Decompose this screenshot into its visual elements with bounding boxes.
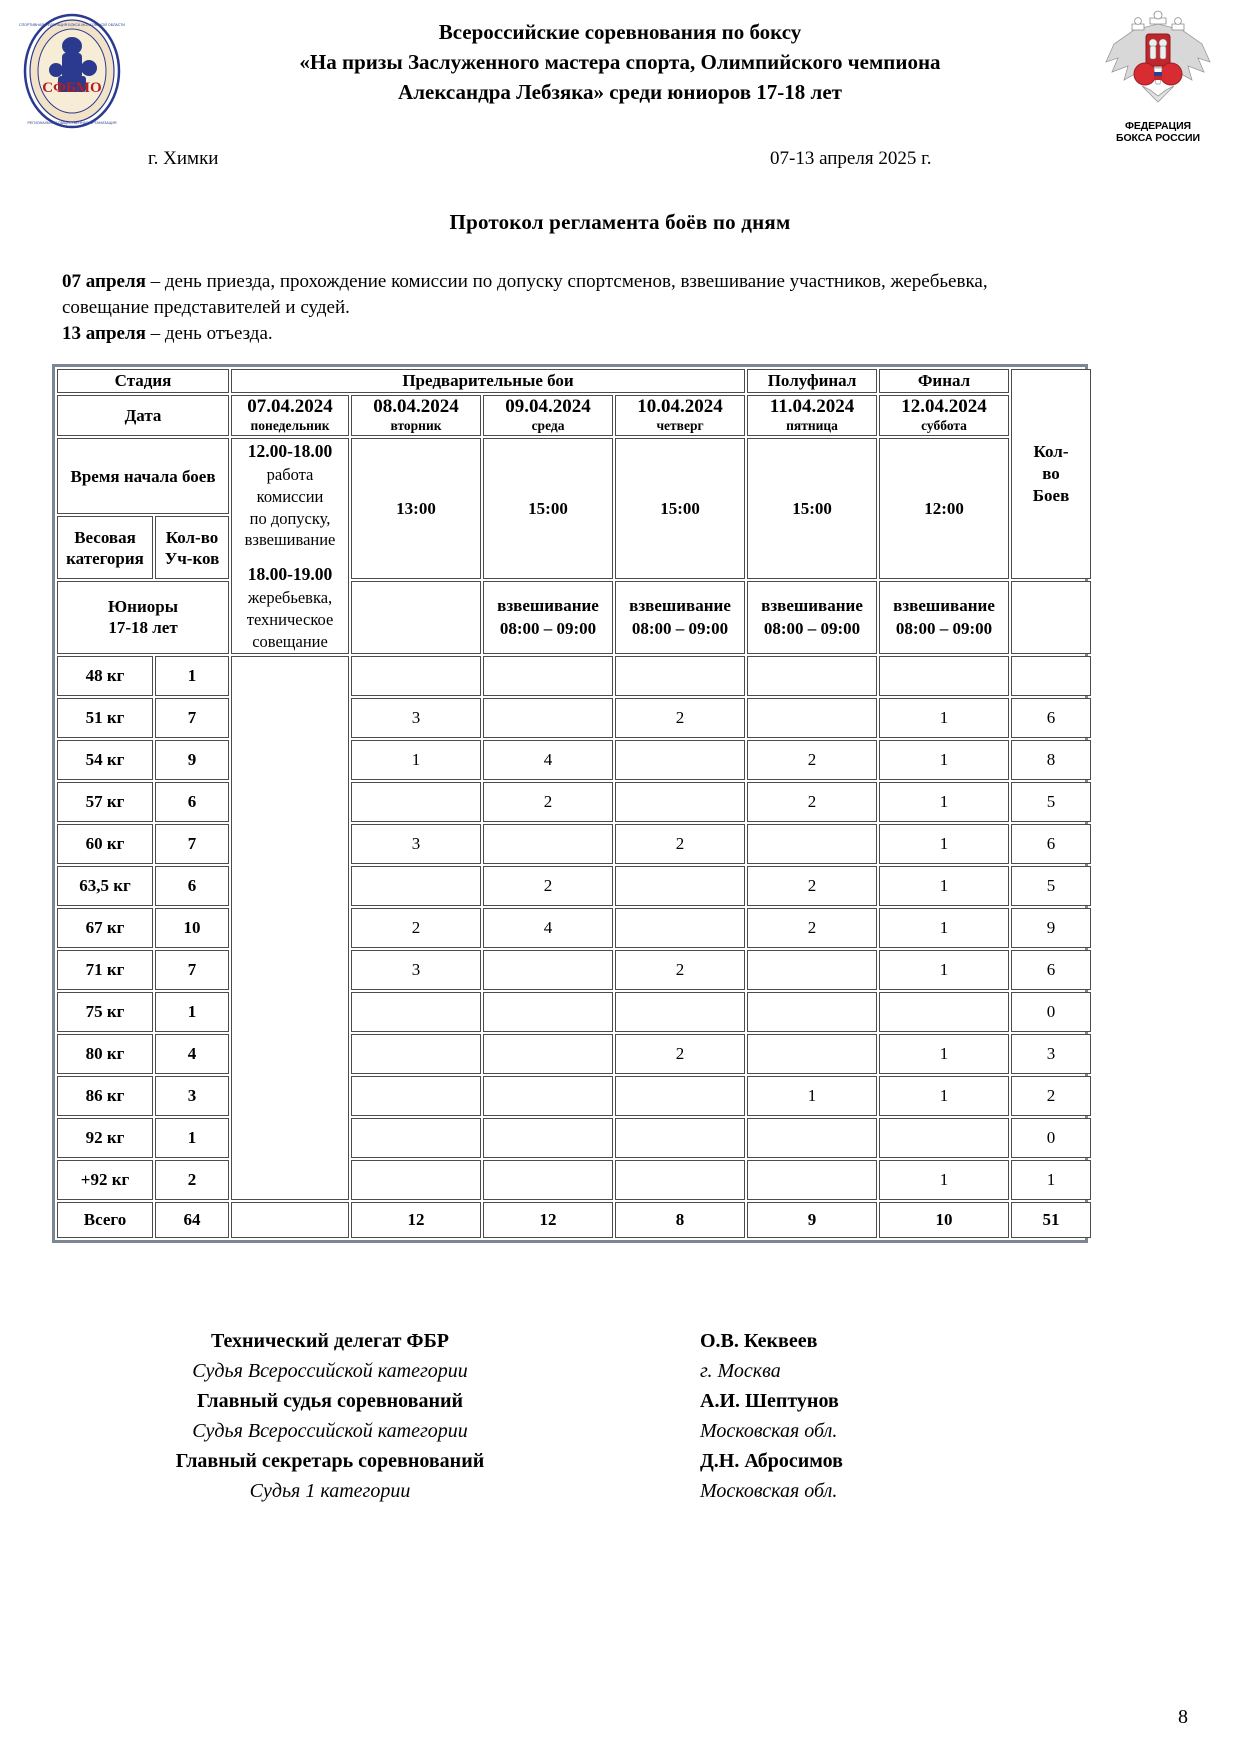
- row-total-cell: 3: [1011, 1034, 1091, 1074]
- participants-cell: 3: [155, 1076, 229, 1116]
- bout-count-cell: [483, 950, 613, 990]
- bout-count-cell: 3: [351, 824, 481, 864]
- weighin-time-12: 08:00 – 09:00: [895, 618, 993, 638]
- monday-spacer-cell: [231, 656, 349, 1200]
- bout-count-cell: [483, 1076, 613, 1116]
- commission-time-2: 18.00-19.00: [247, 564, 333, 585]
- weighin-cell-10: [615, 581, 745, 654]
- start-time-11: 15:00: [747, 438, 877, 579]
- title-line-2: «На призы Заслуженного мастера спорта, Олимпийского чемпиона: [299, 49, 941, 74]
- date-value-10: 10.04.2024: [637, 396, 723, 418]
- bout-count-cell: [615, 1118, 745, 1158]
- weight-category-cell: 80 кг: [57, 1034, 153, 1074]
- table-row-stage: [57, 369, 1093, 393]
- commission-time-1: 12.00-18.00: [247, 441, 333, 462]
- bout-count-cell: [747, 992, 877, 1032]
- total-bouts: 51: [1011, 1202, 1091, 1238]
- schedule-table-container: [52, 364, 1088, 1243]
- signature-role: Главный судья соревнований: [196, 1390, 464, 1412]
- bout-count-cell: 1: [879, 866, 1009, 906]
- bout-count-cell: 4: [483, 908, 613, 948]
- bout-count-cell: [351, 1160, 481, 1200]
- signature-name: Московская обл.: [700, 1480, 838, 1502]
- bout-count-cell: [483, 656, 613, 696]
- weight-category-cell: 51 кг: [57, 698, 153, 738]
- table-row: [57, 1160, 1093, 1200]
- commission-l9: совещание: [252, 631, 328, 651]
- signature-name: г. Москва: [700, 1360, 781, 1382]
- date-value-09: 09.04.2024: [505, 396, 591, 418]
- event-dates: 07-13 апреля 2025 г.: [770, 148, 932, 169]
- bout-count-cell: 2: [747, 782, 877, 822]
- bout-count-cell: [615, 656, 745, 696]
- participants-cell: 7: [155, 698, 229, 738]
- date-value-07: 07.04.2024: [247, 396, 333, 418]
- bout-count-cell: [615, 908, 745, 948]
- bout-count-cell: [747, 950, 877, 990]
- row-total-cell: [1011, 656, 1091, 696]
- document-header: [0, 0, 1240, 145]
- weight-category-cell: 60 кг: [57, 824, 153, 864]
- bout-count-cell: [615, 866, 745, 906]
- signature-role: Технический делегат ФБР: [210, 1330, 450, 1352]
- weight-category-cell: 54 кг: [57, 740, 153, 780]
- row-total-cell: 1: [1011, 1160, 1091, 1200]
- weight-category-cell: 86 кг: [57, 1076, 153, 1116]
- signature-row: [0, 1390, 1240, 1420]
- bout-count-cell: 1: [879, 698, 1009, 738]
- weight-category-cell: 75 кг: [57, 992, 153, 1032]
- bout-count-cell: [483, 992, 613, 1032]
- bout-count-cell: [747, 656, 877, 696]
- bout-count-cell: [615, 1076, 745, 1116]
- bout-count-cell: 1: [351, 740, 481, 780]
- date-cell-12: [879, 395, 1009, 436]
- signature-row: [0, 1480, 1240, 1510]
- participants-cell: 6: [155, 866, 229, 906]
- table-row: [57, 1076, 1093, 1116]
- bout-count-cell: [747, 698, 877, 738]
- total-d10: 8: [615, 1202, 745, 1238]
- bouts-count-header: [1011, 369, 1091, 579]
- bout-count-cell: [747, 824, 877, 864]
- bout-count-cell: 4: [483, 740, 613, 780]
- participants-cell: 7: [155, 824, 229, 864]
- bout-count-cell: 1: [879, 950, 1009, 990]
- bout-count-cell: 2: [615, 1034, 745, 1074]
- weight-category-cell: 57 кг: [57, 782, 153, 822]
- fbr-caption-line-1: ФЕДЕРАЦИЯ: [1125, 120, 1191, 132]
- row-total-cell: 6: [1011, 950, 1091, 990]
- bout-count-cell: [483, 698, 613, 738]
- participants-header-text: Кол-во Уч-ков: [164, 527, 220, 568]
- bout-count-cell: 2: [747, 740, 877, 780]
- bouts-count-label-l2: во: [1042, 464, 1060, 484]
- weight-category-cell: 71 кг: [57, 950, 153, 990]
- bout-count-cell: 3: [351, 698, 481, 738]
- commission-l7: жеребьевка,: [247, 587, 333, 607]
- table-row: [57, 908, 1093, 948]
- total-d11: 9: [747, 1202, 877, 1238]
- weighin-cell-08: [351, 581, 481, 654]
- signature-role: Судья 1 категории: [249, 1480, 411, 1502]
- commission-l8: техническое: [246, 609, 334, 629]
- weekday-10: четверг: [656, 418, 704, 434]
- bout-count-cell: [483, 824, 613, 864]
- start-time-09: 15:00: [483, 438, 613, 579]
- page-title: [220, 18, 1020, 107]
- bout-count-cell: 2: [615, 698, 745, 738]
- bout-count-cell: 2: [351, 908, 481, 948]
- table-row: [57, 782, 1093, 822]
- date-cell-09: [483, 395, 613, 436]
- intro-text-2: – день отъезда.: [145, 322, 273, 344]
- weight-category-cell: 63,5 кг: [57, 866, 153, 906]
- stage-group-semifinal: Полуфинал: [747, 369, 877, 393]
- date-cell-10: [615, 395, 745, 436]
- table-row: [57, 866, 1093, 906]
- table-row: [57, 1118, 1093, 1158]
- bout-count-cell: [351, 992, 481, 1032]
- table-row-group-weighin: [57, 581, 1093, 654]
- bout-count-cell: 1: [879, 1076, 1009, 1116]
- sfbmo-logo: [18, 12, 126, 130]
- weekday-09: среда: [531, 418, 565, 434]
- signature-name: Московская обл.: [700, 1420, 838, 1442]
- schedule-table: [55, 367, 1095, 1240]
- start-time-08: 13:00: [351, 438, 481, 579]
- signature-role: Судья Всероссийской категории: [192, 1420, 468, 1442]
- bout-count-cell: [483, 1034, 613, 1074]
- participants-cell: 1: [155, 992, 229, 1032]
- bout-count-cell: [351, 1076, 481, 1116]
- weighin-time-09: 08:00 – 09:00: [499, 618, 597, 638]
- group-label: [57, 581, 229, 654]
- start-time-10: 15:00: [615, 438, 745, 579]
- weighin-text-11: взвешивание: [761, 595, 863, 615]
- signature-name: О.В. Кеквеев: [700, 1330, 818, 1352]
- date-value-11: 11.04.2024: [769, 396, 855, 418]
- participants-header: [155, 516, 229, 579]
- bout-count-cell: 1: [879, 1034, 1009, 1074]
- bout-count-cell: [615, 740, 745, 780]
- fbr-caption-line-2: БОКСА РОССИИ: [1116, 132, 1200, 145]
- intro-date-1: 07 апреля: [62, 271, 146, 292]
- bout-count-cell: [615, 782, 745, 822]
- total-d09: 12: [483, 1202, 613, 1238]
- signature-role: Судья Всероссийской категории: [192, 1360, 468, 1382]
- table-row: [57, 824, 1093, 864]
- row-total-cell: 5: [1011, 866, 1091, 906]
- group-label-l1: Юниоры: [108, 597, 178, 617]
- participants-cell: 4: [155, 1034, 229, 1074]
- weekday-11: пятница: [786, 418, 838, 434]
- bout-count-cell: [351, 656, 481, 696]
- intro-paragraph: [62, 269, 1062, 346]
- boxing-federation-logo: [1098, 10, 1218, 145]
- weight-category-header-text: Весовая категория: [66, 527, 144, 568]
- signature-role: Главный секретарь соревнований: [175, 1450, 485, 1472]
- weighin-time-11: 08:00 – 09:00: [763, 618, 861, 638]
- weighin-cell-11: [747, 581, 877, 654]
- signature-block: [0, 1330, 1240, 1510]
- weighin-text-10: взвешивание: [629, 595, 731, 615]
- participants-cell: 6: [155, 782, 229, 822]
- bout-count-cell: 2: [747, 866, 877, 906]
- bout-count-cell: 2: [747, 908, 877, 948]
- stage-group-prelim: Предварительные бои: [231, 369, 745, 393]
- bout-count-cell: 2: [483, 866, 613, 906]
- bout-count-cell: 1: [747, 1076, 877, 1116]
- page-number: 8: [1178, 1706, 1188, 1728]
- signature-name: А.И. Шептунов: [700, 1390, 839, 1412]
- weight-category-cell: +92 кг: [57, 1160, 153, 1200]
- title-line-1: Всероссийские соревнования по боксу: [438, 20, 802, 44]
- date-cell-07: [231, 395, 349, 436]
- bout-count-cell: 1: [879, 782, 1009, 822]
- table-row-total: [57, 1202, 1093, 1238]
- title-line-3: Александра Лебзяка» среди юниоров 17-18 лет: [398, 79, 842, 104]
- bout-count-cell: 1: [879, 740, 1009, 780]
- start-time-12: 12:00: [879, 438, 1009, 579]
- weight-category-cell: 92 кг: [57, 1118, 153, 1158]
- bout-count-cell: [879, 656, 1009, 696]
- bouts-count-label-l3: Боев: [1032, 486, 1070, 506]
- table-row: [57, 740, 1093, 780]
- weighin-cell-09: [483, 581, 613, 654]
- row-total-cell: 0: [1011, 992, 1091, 1032]
- bout-count-cell: 2: [615, 824, 745, 864]
- participants-cell: 1: [155, 1118, 229, 1158]
- bout-count-cell: 2: [615, 950, 745, 990]
- start-time-label: Время начала боев: [57, 438, 229, 514]
- row-total-cell: 6: [1011, 698, 1091, 738]
- bout-count-cell: [351, 866, 481, 906]
- signature-row: [0, 1420, 1240, 1450]
- stage-label: Стадия: [57, 369, 229, 393]
- bout-count-cell: [351, 782, 481, 822]
- weighin-cell-12: [879, 581, 1009, 654]
- commission-l2: работа: [266, 464, 314, 484]
- weighin-time-10: 08:00 – 09:00: [631, 618, 729, 638]
- date-cell-08: [351, 395, 481, 436]
- weighin-text-12: взвешивание: [893, 595, 995, 615]
- table-row-start-time: [57, 438, 1093, 514]
- participants-cell: 2: [155, 1160, 229, 1200]
- bout-count-cell: [483, 1160, 613, 1200]
- svg-text:СПОРТИВНАЯ ФЕДЕРАЦИЯ БОКСА МОС: СПОРТИВНАЯ ФЕДЕРАЦИЯ БОКСА МОСКОВСКОЙ ОБЛАСТИ: [18, 23, 126, 27]
- svg-text:РЕГИОНАЛЬНАЯ ОБЩЕСТВЕННАЯ ОРГА: РЕГИОНАЛЬНАЯ ОБЩЕСТВЕННАЯ ОРГАНИЗАЦИЯ: [27, 121, 117, 125]
- participants-cell: 10: [155, 908, 229, 948]
- date-cell-11: [747, 395, 877, 436]
- group-label-l2: 17-18 лет: [108, 617, 178, 637]
- row-total-cell: 0: [1011, 1118, 1091, 1158]
- bout-count-cell: [747, 1034, 877, 1074]
- monday-commission-cell: [231, 438, 349, 654]
- city-label: г. Химки: [148, 148, 219, 169]
- total-d12: 10: [879, 1202, 1009, 1238]
- stage-group-final: Финал: [879, 369, 1009, 393]
- bout-count-cell: 2: [483, 782, 613, 822]
- bout-count-cell: [747, 1118, 877, 1158]
- signature-row: [0, 1330, 1240, 1360]
- bout-count-cell: [879, 1118, 1009, 1158]
- signature-name: Д.Н. Абросимов: [700, 1450, 843, 1472]
- bout-count-cell: [483, 1118, 613, 1158]
- weekday-12: суббота: [921, 418, 967, 434]
- total-label: Всего: [57, 1202, 153, 1238]
- bouts-count-label-l1: Кол-: [1033, 442, 1069, 462]
- bout-count-cell: [615, 992, 745, 1032]
- weekday-07: понедельник: [250, 418, 330, 434]
- row-total-cell: 6: [1011, 824, 1091, 864]
- commission-l5: взвешивание: [244, 530, 336, 550]
- date-label: Дата: [57, 395, 229, 436]
- intro-text-1: – день приезда, прохождение комиссии по допуску спортсменов, взвешивание участников, жеребьевка, совещание представителей и судей.: [62, 271, 988, 318]
- bout-count-cell: [351, 1118, 481, 1158]
- city-date-row: [0, 148, 1240, 188]
- commission-l4: по допуску,: [249, 508, 331, 528]
- bout-count-cell: [879, 992, 1009, 1032]
- table-row: [57, 698, 1093, 738]
- commission-l3: комиссии: [256, 486, 324, 506]
- bout-count-cell: [747, 1160, 877, 1200]
- participants-cell: 9: [155, 740, 229, 780]
- weekday-08: вторник: [390, 418, 442, 434]
- row-total-cell: 8: [1011, 740, 1091, 780]
- total-d08: 12: [351, 1202, 481, 1238]
- total-d07: [231, 1202, 349, 1238]
- bout-count-cell: 1: [879, 1160, 1009, 1200]
- table-row-dates: [57, 395, 1093, 436]
- row-total-cell: 2: [1011, 1076, 1091, 1116]
- signature-row: [0, 1450, 1240, 1480]
- bout-count-cell: 1: [879, 908, 1009, 948]
- row-total-cell: 5: [1011, 782, 1091, 822]
- date-value-12: 12.04.2024: [901, 396, 987, 418]
- weighin-text-09: взвешивание: [497, 595, 599, 615]
- total-participants: 64: [155, 1202, 229, 1238]
- table-row: [57, 992, 1093, 1032]
- table-row: [57, 950, 1093, 990]
- intro-date-2: 13 апреля: [62, 322, 146, 344]
- weight-category-cell: 67 кг: [57, 908, 153, 948]
- weight-category-header: [57, 516, 153, 579]
- weighin-cell-13: [1011, 581, 1091, 654]
- table-row: [57, 1034, 1093, 1074]
- participants-cell: 7: [155, 950, 229, 990]
- date-value-08: 08.04.2024: [373, 396, 459, 418]
- weight-category-cell: 48 кг: [57, 656, 153, 696]
- table-row: [57, 656, 1093, 696]
- bout-count-cell: 1: [879, 824, 1009, 864]
- row-total-cell: 9: [1011, 908, 1091, 948]
- signature-row: [0, 1360, 1240, 1390]
- svg-text:СФБМО: СФБМО: [42, 80, 102, 96]
- document-subtitle: Протокол регламента боёв по дням: [449, 210, 791, 234]
- participants-cell: 1: [155, 656, 229, 696]
- bout-count-cell: [615, 1160, 745, 1200]
- bout-count-cell: [351, 1034, 481, 1074]
- bout-count-cell: 3: [351, 950, 481, 990]
